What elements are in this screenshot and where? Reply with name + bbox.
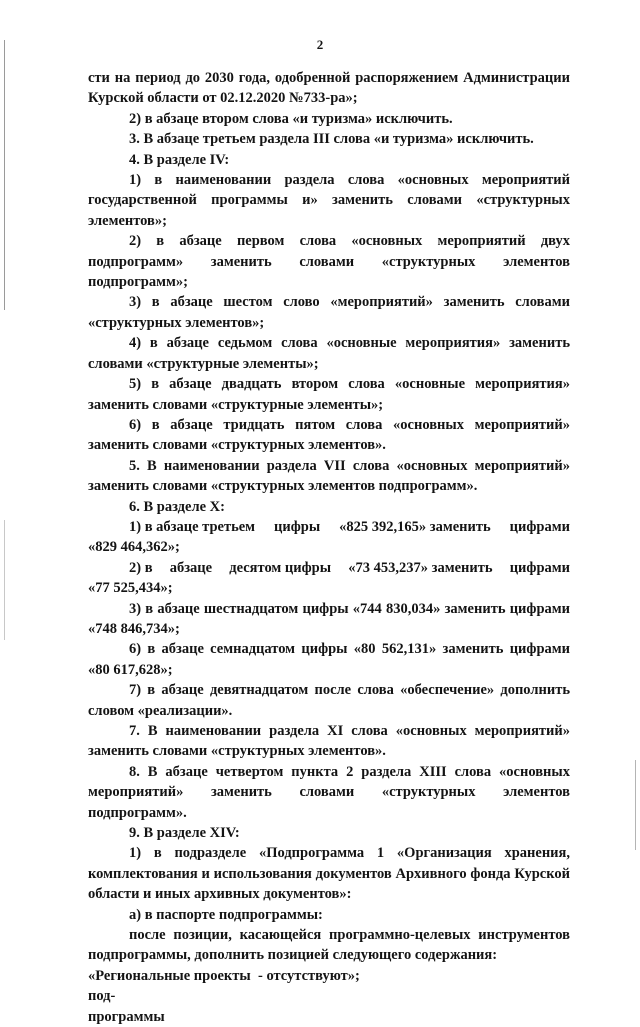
table-row — [88, 966, 570, 1007]
word: 2) в — [129, 559, 153, 576]
paragraph: 4. В разделе IV: — [129, 151, 230, 168]
paragraph: 2) в абзаце втором слова «и туризма» исключить. — [129, 110, 453, 127]
word: цифрами — [509, 559, 570, 576]
paragraph: 7) в абзаце девятнадцатом после слова «обеспечение» дополнить словом «реализации». — [88, 682, 570, 719]
word: «73 453,237» заменить — [348, 559, 493, 576]
document-body — [88, 68, 570, 1027]
paragraph: «829 464,362»; — [88, 539, 180, 556]
paragraph: 7. В наименовании раздела XI слова «основных мероприятий» заменить словами «структурных элементов». — [88, 723, 570, 760]
paragraph: 3) в абзаце шестнадцатом цифры «744 830,034» заменить цифрами «748 846,734»; — [88, 600, 570, 637]
paragraph: 6) в абзаце тридцать пятом слова «основных мероприятий» заменить словами «структурных элементов». — [88, 416, 570, 454]
paragraph: после позиции, касающейся программно-целевых инструментов подпрограммы, дополнить позицией следующего содержания: — [88, 927, 570, 964]
paragraph: 1) в подразделе «Подпрограмма 1 «Организация хранения, комплектования и использования документов Архивного фонда Курской области и иных архивных документов»: — [88, 845, 570, 903]
table-cell-left: «Региональные проекты под- — [88, 967, 251, 1005]
paragraph: 6) в абзаце семнадцатом цифры «80 562,131» заменить цифрами «80 617,628»; — [88, 641, 570, 678]
spaced-line — [88, 558, 570, 578]
paragraph: 9. В разделе XIV: — [129, 825, 240, 842]
page-number: 2 — [316, 37, 324, 52]
paragraph: «77 525,434»; — [88, 580, 173, 597]
scan-edge-line — [4, 520, 5, 640]
table-cell-left: программы — [88, 1008, 165, 1025]
paragraph: 5. В наименовании раздела VII слова «основных мероприятий» заменить словами «структурных элементов подпрограмм». — [88, 457, 570, 495]
word: «825 392,165» заменить — [339, 518, 491, 535]
table-row — [88, 1007, 570, 1027]
word: цифры — [274, 518, 321, 535]
paragraph: 3. В абзаце третьем раздела III слова «и туризма» исключить. — [129, 131, 534, 148]
word: 1) в абзаце третьем — [129, 518, 256, 535]
word: абзаце — [169, 559, 213, 576]
paragraph: сти на период до 2030 года, одобренной распоряжением Администрации Курской области от 02.12.2020 №733-ра»; — [88, 70, 570, 107]
scan-edge-line — [4, 40, 5, 310]
spaced-line — [88, 517, 570, 537]
paragraph: 5) в абзаце двадцать втором слова «основные мероприятия» заменить словами «структурные элементы»; — [88, 376, 570, 413]
word: цифрами — [509, 518, 570, 535]
paragraph: 1) в наименовании раздела слова «основных мероприятий государственной программы и» заменить словами «структурных элементов»; — [88, 172, 570, 229]
paragraph: а) в паспорте подпрограммы: — [129, 906, 323, 923]
table-cell-right: - отсутствуют»; — [258, 967, 360, 984]
paragraph: 8. В абзаце четвертом пункта 2 раздела XIII слова «основных мероприятий» заменить словами «структурных элементов подпрограмм». — [88, 763, 570, 821]
paragraph: 6. В разделе X: — [129, 498, 225, 515]
paragraph: 4) в абзаце седьмом слова «основные мероприятия» заменить словами «структурные элементы»; — [88, 335, 570, 372]
scan-edge-line — [635, 760, 636, 850]
word: десятом цифры — [229, 559, 332, 576]
paragraph: 3) в абзаце шестом слово «мероприятий» заменить словами «структурных элементов»; — [88, 294, 570, 331]
paragraph: 2) в абзаце первом слова «основных мероприятий двух подпрограмм» заменить словами «структурных элементов подпрограмм»; — [88, 233, 570, 291]
